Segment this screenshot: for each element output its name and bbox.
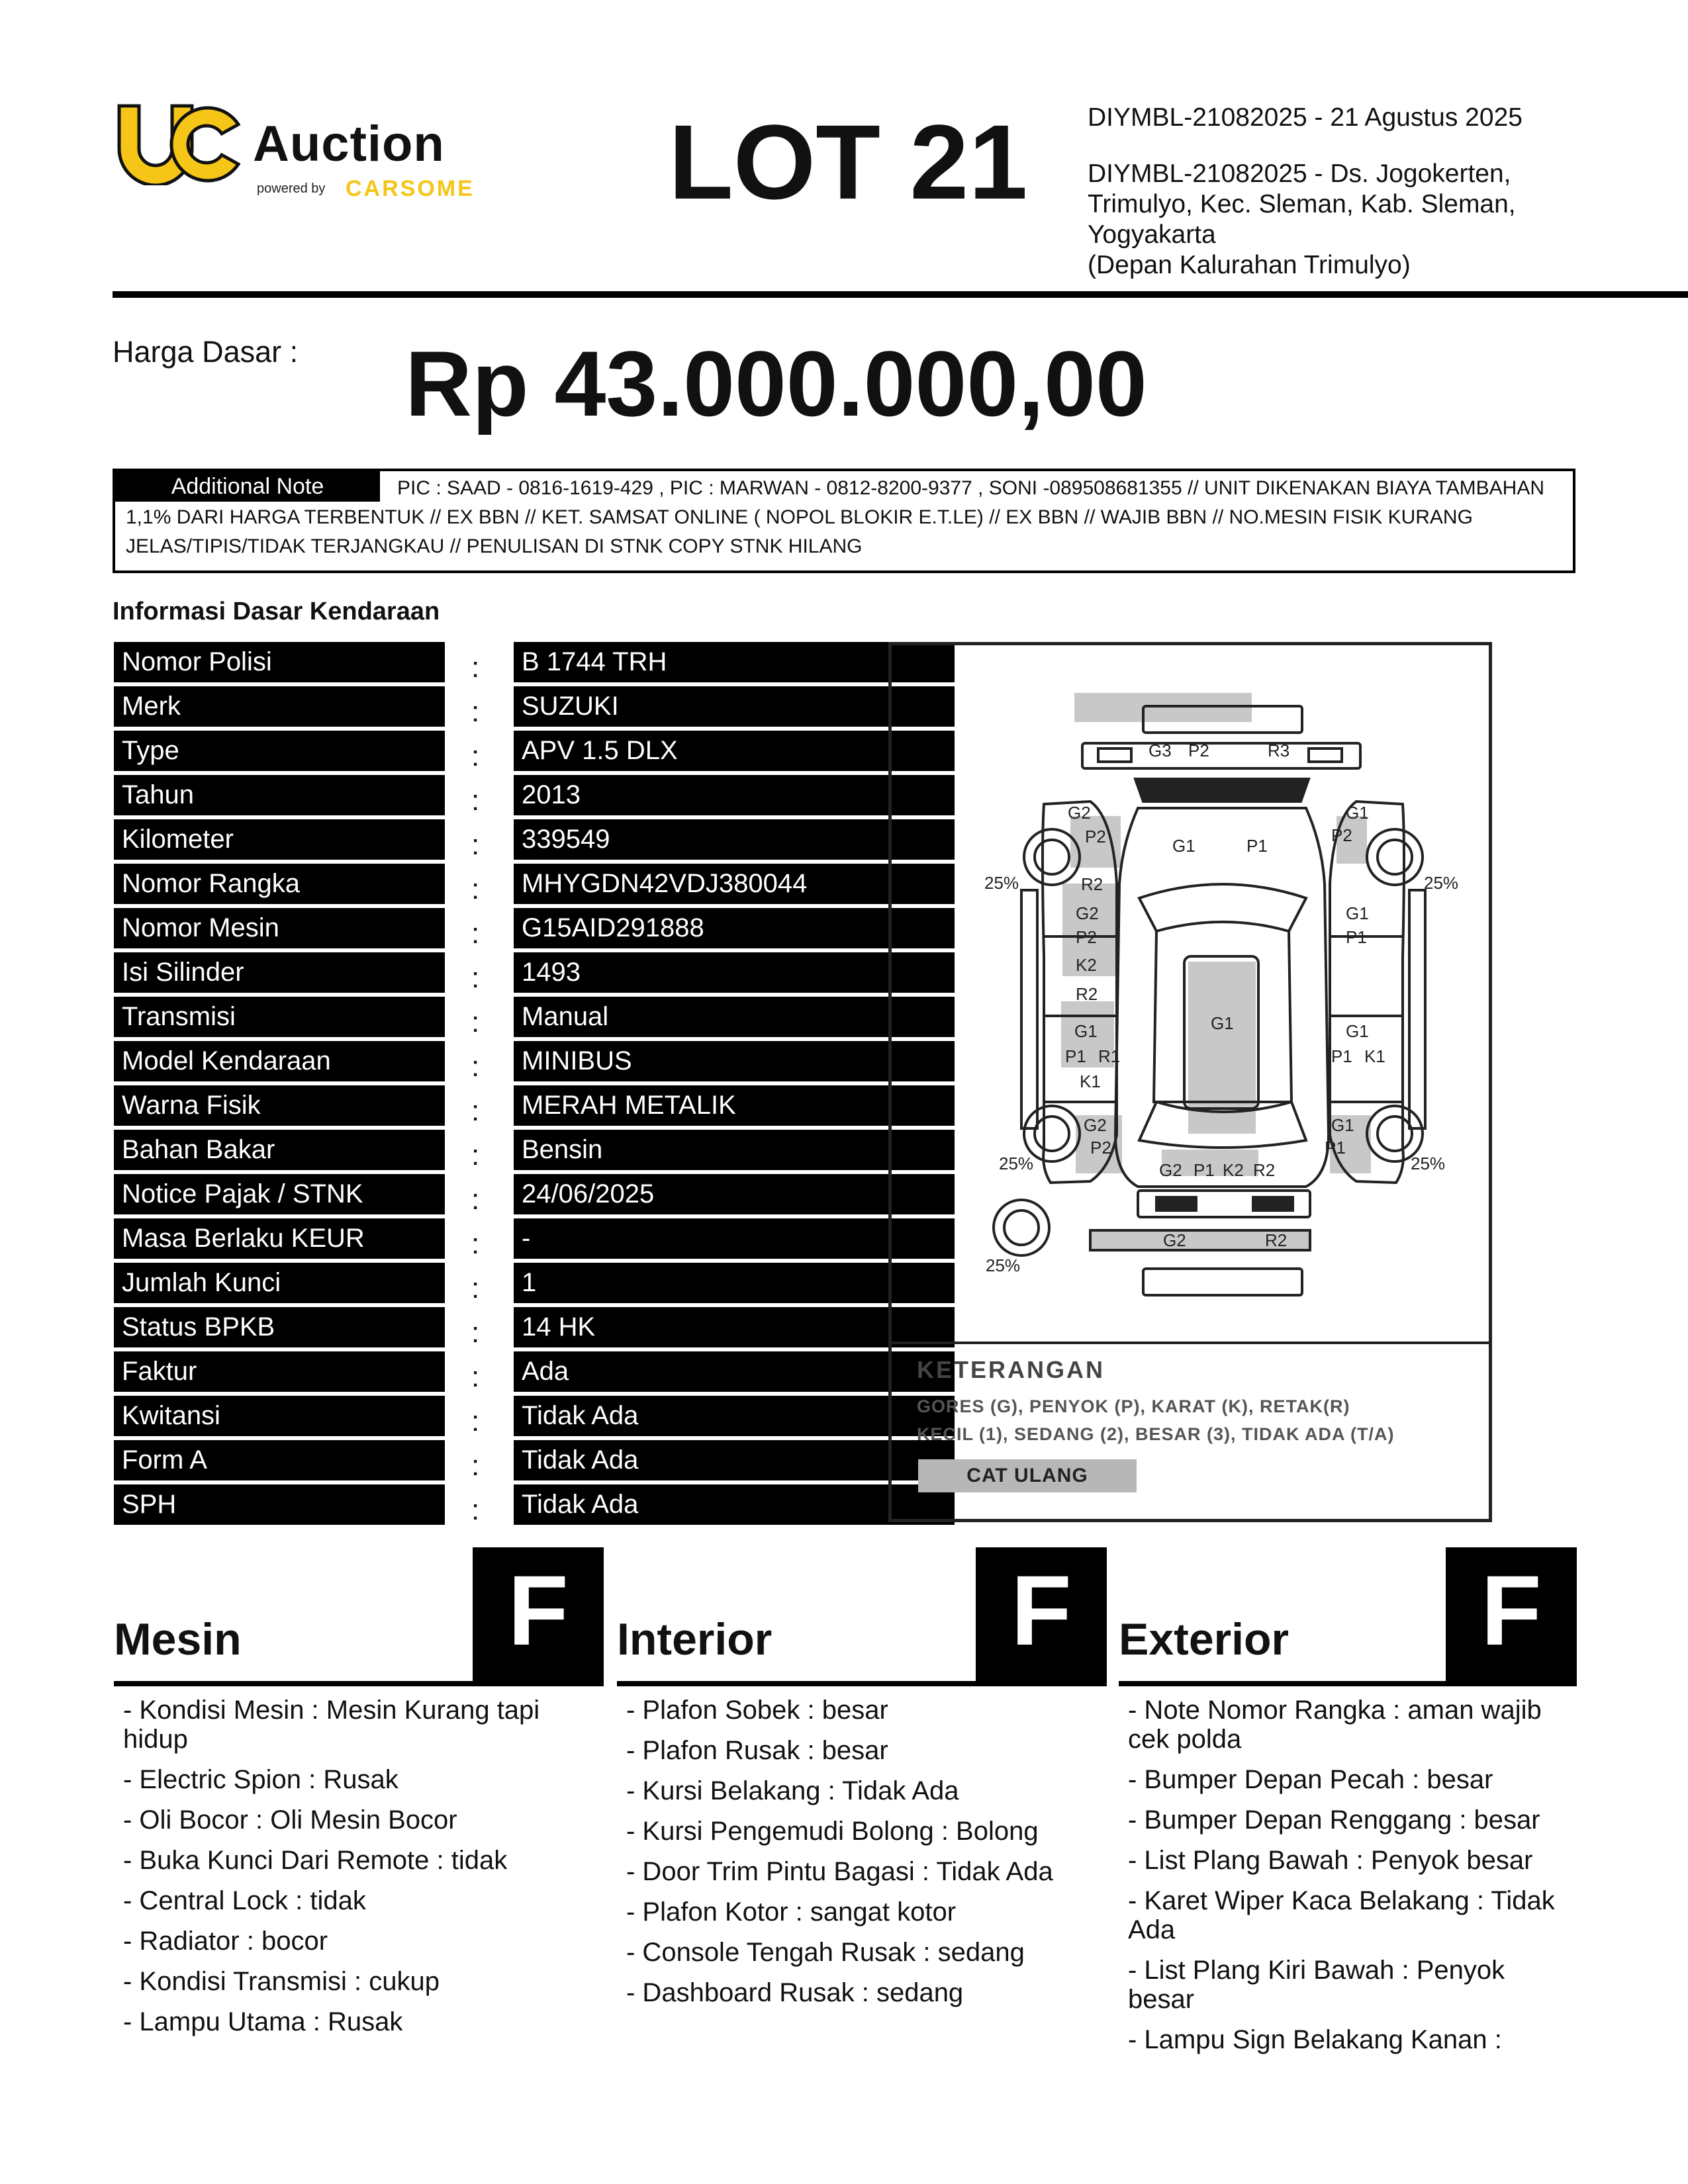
spare-wheel-hub bbox=[1004, 1210, 1039, 1245]
info-label: Nomor Mesin bbox=[114, 908, 445, 948]
info-label: Isi Silinder bbox=[114, 952, 445, 993]
info-label: Masa Berlaku KEUR bbox=[114, 1218, 445, 1259]
section-exterior-header bbox=[1119, 1547, 1577, 1686]
legend-severity-codes: KECIL (1), SEDANG (2), BESAR (3), TIDAK ADA (T/A) bbox=[917, 1424, 1395, 1444]
note-item: - Kondisi Transmisi : cukup bbox=[123, 1967, 440, 1996]
info-colon: : bbox=[471, 784, 480, 817]
info-value: Ada bbox=[514, 1351, 955, 1392]
front-grille-shape bbox=[1082, 743, 1360, 768]
info-label: SPH bbox=[114, 1484, 445, 1525]
info-value: B 1744 TRH bbox=[514, 642, 955, 682]
note-item: - Karet Wiper Kaca Belakang : Tidak Ada bbox=[1128, 1886, 1555, 1944]
info-label: Transmisi bbox=[114, 997, 445, 1037]
info-colon: : bbox=[471, 1006, 480, 1038]
info-colon: : bbox=[471, 740, 480, 772]
info-row bbox=[114, 1218, 842, 1263]
mark-label: G2 bbox=[1084, 1115, 1107, 1135]
grade-badge: F bbox=[976, 1547, 1107, 1683]
info-value: G15AID291888 bbox=[514, 908, 955, 948]
mark-label: K2 bbox=[1076, 955, 1097, 975]
front-lamp-right-shape bbox=[1309, 749, 1342, 762]
info-colon: : bbox=[471, 696, 480, 728]
note-item: - List Plang Bawah : Penyok besar bbox=[1128, 1846, 1533, 1875]
right-step-shape bbox=[1409, 890, 1425, 1128]
additional-note-tag: Additional Note bbox=[115, 471, 380, 502]
grade-badge: F bbox=[1446, 1547, 1577, 1683]
mesin-notes-list bbox=[123, 1696, 547, 2048]
info-label: Tahun bbox=[114, 775, 445, 815]
info-label: Jumlah Kunci bbox=[114, 1263, 445, 1303]
info-label: Kilometer bbox=[114, 819, 445, 860]
base-price-label: Harga Dasar : bbox=[113, 335, 299, 369]
auction-address bbox=[1088, 159, 1670, 281]
info-row bbox=[114, 775, 842, 819]
info-label: Nomor Rangka bbox=[114, 864, 445, 904]
car-diagram-svg bbox=[892, 645, 1489, 1340]
address-line: Yogyakarta bbox=[1088, 220, 1216, 249]
info-label: Status BPKB bbox=[114, 1307, 445, 1347]
mark-label: G1 bbox=[1346, 803, 1369, 823]
info-label: Warna Fisik bbox=[114, 1085, 445, 1126]
info-row bbox=[114, 1307, 842, 1351]
mark-label: R2 bbox=[1253, 1160, 1276, 1180]
mark-label: G1 bbox=[1331, 1115, 1354, 1135]
info-row bbox=[114, 819, 842, 864]
info-colon: : bbox=[471, 1361, 480, 1393]
wheel-rear-left-hub bbox=[1035, 1116, 1069, 1151]
info-colon: : bbox=[471, 1228, 480, 1260]
header-divider bbox=[113, 291, 1688, 298]
info-colon: : bbox=[471, 1405, 480, 1437]
mark-label: P2 bbox=[1331, 825, 1352, 845]
section-title: Mesin bbox=[114, 1614, 242, 1664]
info-colon: : bbox=[471, 1050, 480, 1083]
info-value: MERAH METALIK bbox=[514, 1085, 955, 1126]
logo-powered-by: powered by bbox=[257, 181, 326, 196]
info-label: Model Kendaraan bbox=[114, 1041, 445, 1081]
legend-title: KETERANGAN bbox=[917, 1356, 1105, 1383]
mark-label: R2 bbox=[1076, 984, 1098, 1004]
info-value: - bbox=[514, 1218, 955, 1259]
section-divider bbox=[114, 1681, 604, 1686]
info-value: SUZUKI bbox=[514, 686, 955, 727]
info-row bbox=[114, 1484, 842, 1529]
info-colon: : bbox=[471, 1183, 480, 1216]
mark-label: P2 bbox=[1188, 741, 1209, 760]
rear-lamp-left-shape bbox=[1156, 1197, 1196, 1210]
info-label: Form A bbox=[114, 1440, 445, 1480]
info-colon: : bbox=[471, 1449, 480, 1482]
info-value: 14 HK bbox=[514, 1307, 955, 1347]
mark-label: G1 bbox=[1074, 1021, 1098, 1041]
info-label: Notice Pajak / STNK bbox=[114, 1174, 445, 1214]
info-row bbox=[114, 997, 842, 1041]
info-label: Bahan Bakar bbox=[114, 1130, 445, 1170]
info-row bbox=[114, 1263, 842, 1307]
info-colon: : bbox=[471, 651, 480, 684]
note-item: - Note Nomor Rangka : aman wajib cek polda bbox=[1128, 1696, 1542, 1754]
info-value: Manual bbox=[514, 997, 955, 1037]
info-label: Kwitansi bbox=[114, 1396, 445, 1436]
info-colon: : bbox=[471, 1316, 480, 1349]
mark-label: K1 bbox=[1080, 1071, 1101, 1091]
note-item: - Buka Kunci Dari Remote : tidak bbox=[123, 1846, 508, 1875]
additional-note-box bbox=[113, 469, 1575, 573]
note-item: - Kursi Pengemudi Bolong : Bolong bbox=[626, 1817, 1039, 1846]
mark-label: P2 bbox=[1085, 827, 1106, 846]
info-colon: : bbox=[471, 1095, 480, 1127]
mark-label: 25% bbox=[1424, 873, 1459, 893]
note-item: - Bumper Depan Pecah : besar bbox=[1128, 1765, 1493, 1794]
info-row bbox=[114, 1396, 842, 1440]
legend-repaint-swatch: CAT ULANG bbox=[918, 1459, 1137, 1492]
mark-label: G2 bbox=[1163, 1230, 1186, 1250]
mark-label: P1 bbox=[1246, 836, 1268, 856]
section-divider bbox=[617, 1681, 1107, 1686]
info-label: Merk bbox=[114, 686, 445, 727]
info-label: Nomor Polisi bbox=[114, 642, 445, 682]
logo-carsome: CARSOME bbox=[346, 176, 475, 201]
section-divider bbox=[1119, 1681, 1577, 1686]
mark-label: G2 bbox=[1068, 803, 1091, 823]
info-row bbox=[114, 686, 842, 731]
vehicle-info-title: Informasi Dasar Kendaraan bbox=[113, 598, 440, 625]
mark-label: P1 bbox=[1346, 927, 1367, 947]
info-row bbox=[114, 1440, 842, 1484]
uc-auction-logo bbox=[113, 99, 483, 199]
section-title: Exterior bbox=[1119, 1614, 1289, 1664]
info-row bbox=[114, 908, 842, 952]
interior-notes-list bbox=[626, 1696, 1076, 2019]
info-label: Type bbox=[114, 731, 445, 771]
note-item: - Lampu Sign Belakang Kanan : bbox=[1128, 2025, 1502, 2054]
mark-label: P1 bbox=[1065, 1046, 1086, 1066]
info-colon: : bbox=[471, 917, 480, 950]
info-label: Faktur bbox=[114, 1351, 445, 1392]
note-item: - Radiator : bocor bbox=[123, 1927, 328, 1956]
front-lamp-left-shape bbox=[1098, 749, 1131, 762]
wheel-front-left-hub bbox=[1035, 840, 1069, 874]
note-item: - Plafon Sobek : besar bbox=[626, 1696, 888, 1725]
note-item: - Central Lock : tidak bbox=[123, 1886, 366, 1915]
info-colon: : bbox=[471, 962, 480, 994]
note-item: - Electric Spion : Rusak bbox=[123, 1765, 399, 1794]
mark-label: R1 bbox=[1098, 1046, 1121, 1066]
section-mesin-header bbox=[114, 1547, 604, 1686]
uc-logo-icon bbox=[113, 99, 245, 185]
info-value: APV 1.5 DLX bbox=[514, 731, 955, 771]
mark-label: G3 bbox=[1149, 741, 1172, 760]
info-row bbox=[114, 864, 842, 908]
mark-label: K1 bbox=[1364, 1046, 1385, 1066]
additional-note-text: PIC : SAAD - 0816-1619-429 , PIC : MARWAN - 0812-8200-9377 , SONI -089508681355 // UNIT DIKENAKAN BIAYA TAMBAHAN 1,1% DARI HARGA TERBENTUK // EX BBN // KET. SAMSAT ONLINE ( NOPOL BLOKIR E.T.LE) // EX BBN // WAJIB BBN // NO.MESIN FISIK KURANG JELAS/TIPIS/TIDAK TERJANGKAU // PENULISAN DI STNK COPY STNK HILANG bbox=[126, 477, 1544, 557]
info-colon: : bbox=[471, 1272, 480, 1304]
info-row bbox=[114, 731, 842, 775]
left-step-shape bbox=[1021, 890, 1037, 1128]
info-value: 339549 bbox=[514, 819, 955, 860]
mark-label: P1 bbox=[1331, 1046, 1352, 1066]
spare-wheel-shape bbox=[994, 1200, 1049, 1255]
mark-label: R2 bbox=[1265, 1230, 1288, 1250]
grade-badge: F bbox=[473, 1547, 604, 1683]
mark-label: P2 bbox=[1090, 1138, 1111, 1158]
mark-label: R2 bbox=[1081, 874, 1103, 894]
mark-label: 25% bbox=[986, 1255, 1021, 1275]
mark-label: G1 bbox=[1172, 836, 1196, 856]
info-value: Tidak Ada bbox=[514, 1440, 955, 1480]
mark-label: 25% bbox=[999, 1154, 1034, 1173]
info-value: Tidak Ada bbox=[514, 1396, 955, 1436]
address-line: Trimulyo, Kec. Sleman, Kab. Sleman, bbox=[1088, 190, 1516, 218]
info-colon: : bbox=[471, 829, 480, 861]
address-line: (Depan Kalurahan Trimulyo) bbox=[1088, 251, 1411, 279]
note-item: - Plafon Rusak : besar bbox=[626, 1736, 888, 1765]
mark-label: G1 bbox=[1346, 903, 1369, 923]
info-value: 24/06/2025 bbox=[514, 1174, 955, 1214]
info-row bbox=[114, 1041, 842, 1085]
wheel-rear-right-hub bbox=[1378, 1116, 1412, 1151]
note-item: - Console Tengah Rusak : sedang bbox=[626, 1938, 1025, 1967]
mark-label: R3 bbox=[1268, 741, 1290, 760]
mark-label: G1 bbox=[1211, 1013, 1234, 1033]
info-colon: : bbox=[471, 873, 480, 905]
mark-label: 25% bbox=[1411, 1154, 1446, 1173]
info-row bbox=[114, 1174, 842, 1218]
info-colon: : bbox=[471, 1139, 480, 1171]
vehicle-info-table bbox=[114, 642, 842, 1529]
info-value: 1493 bbox=[514, 952, 955, 993]
lot-number: LOT 21 bbox=[669, 103, 1028, 221]
rear-step-shape bbox=[1143, 1269, 1302, 1295]
info-value: MHYGDN42VDJ380044 bbox=[514, 864, 955, 904]
mark-label: P2 bbox=[1076, 927, 1097, 947]
wheel-front-right-shape bbox=[1367, 829, 1423, 885]
info-value: 1 bbox=[514, 1263, 955, 1303]
front-window-dark bbox=[1135, 779, 1309, 801]
info-value: Bensin bbox=[514, 1130, 955, 1170]
note-item: - Kondisi Mesin : Mesin Kurang tapi hidup bbox=[123, 1696, 540, 1754]
info-row bbox=[114, 1085, 842, 1130]
note-item: - Plafon Kotor : sangat kotor bbox=[626, 1897, 957, 1927]
info-value: 2013 bbox=[514, 775, 955, 815]
info-row bbox=[114, 1130, 842, 1174]
wheel-front-right-hub bbox=[1378, 840, 1412, 874]
info-colon: : bbox=[471, 1494, 480, 1526]
info-row bbox=[114, 952, 842, 997]
info-value: MINIBUS bbox=[514, 1041, 955, 1081]
legend-damage-codes: GORES (G), PENYOK (P), KARAT (K), RETAK(R) bbox=[917, 1396, 1350, 1416]
damage-diagram bbox=[888, 642, 1492, 1522]
legend-divider bbox=[892, 1342, 1489, 1344]
mark-label: K2 bbox=[1223, 1160, 1244, 1180]
mark-label: G1 bbox=[1346, 1021, 1369, 1041]
note-item: - Door Trim Pintu Bagasi : Tidak Ada bbox=[626, 1857, 1053, 1886]
base-price-value: Rp 43.000.000,00 bbox=[405, 332, 1147, 435]
mark-label: G2 bbox=[1076, 903, 1099, 923]
address-line: DIYMBL-21082025 - Ds. Jogokerten, bbox=[1088, 159, 1511, 188]
info-value: Tidak Ada bbox=[514, 1484, 955, 1525]
note-item: - List Plang Kiri Bawah : Penyok besar bbox=[1128, 1956, 1505, 2014]
info-row bbox=[114, 1351, 842, 1396]
note-item: - Kursi Belakang : Tidak Ada bbox=[626, 1776, 959, 1805]
auction-date-line: DIYMBL-21082025 - 21 Agustus 2025 bbox=[1088, 103, 1523, 132]
logo-auction-text: Auction bbox=[253, 116, 445, 172]
mark-label: P1 bbox=[1194, 1160, 1215, 1180]
section-title: Interior bbox=[617, 1614, 773, 1664]
mark-label: P1 bbox=[1325, 1138, 1346, 1158]
note-item: - Oli Bocor : Oli Mesin Bocor bbox=[123, 1805, 457, 1835]
note-item: - Lampu Utama : Rusak bbox=[123, 2007, 403, 2036]
rear-lamp-right-shape bbox=[1253, 1197, 1293, 1210]
info-row bbox=[114, 642, 842, 686]
mark-label: 25% bbox=[984, 873, 1019, 893]
note-item: - Bumper Depan Renggang : besar bbox=[1128, 1805, 1540, 1835]
windshield-shape bbox=[1139, 884, 1306, 931]
mark-label: G2 bbox=[1159, 1160, 1182, 1180]
note-item: - Dashboard Rusak : sedang bbox=[626, 1978, 964, 2007]
section-interior-header bbox=[617, 1547, 1107, 1686]
exterior-notes-list bbox=[1128, 1696, 1578, 2066]
